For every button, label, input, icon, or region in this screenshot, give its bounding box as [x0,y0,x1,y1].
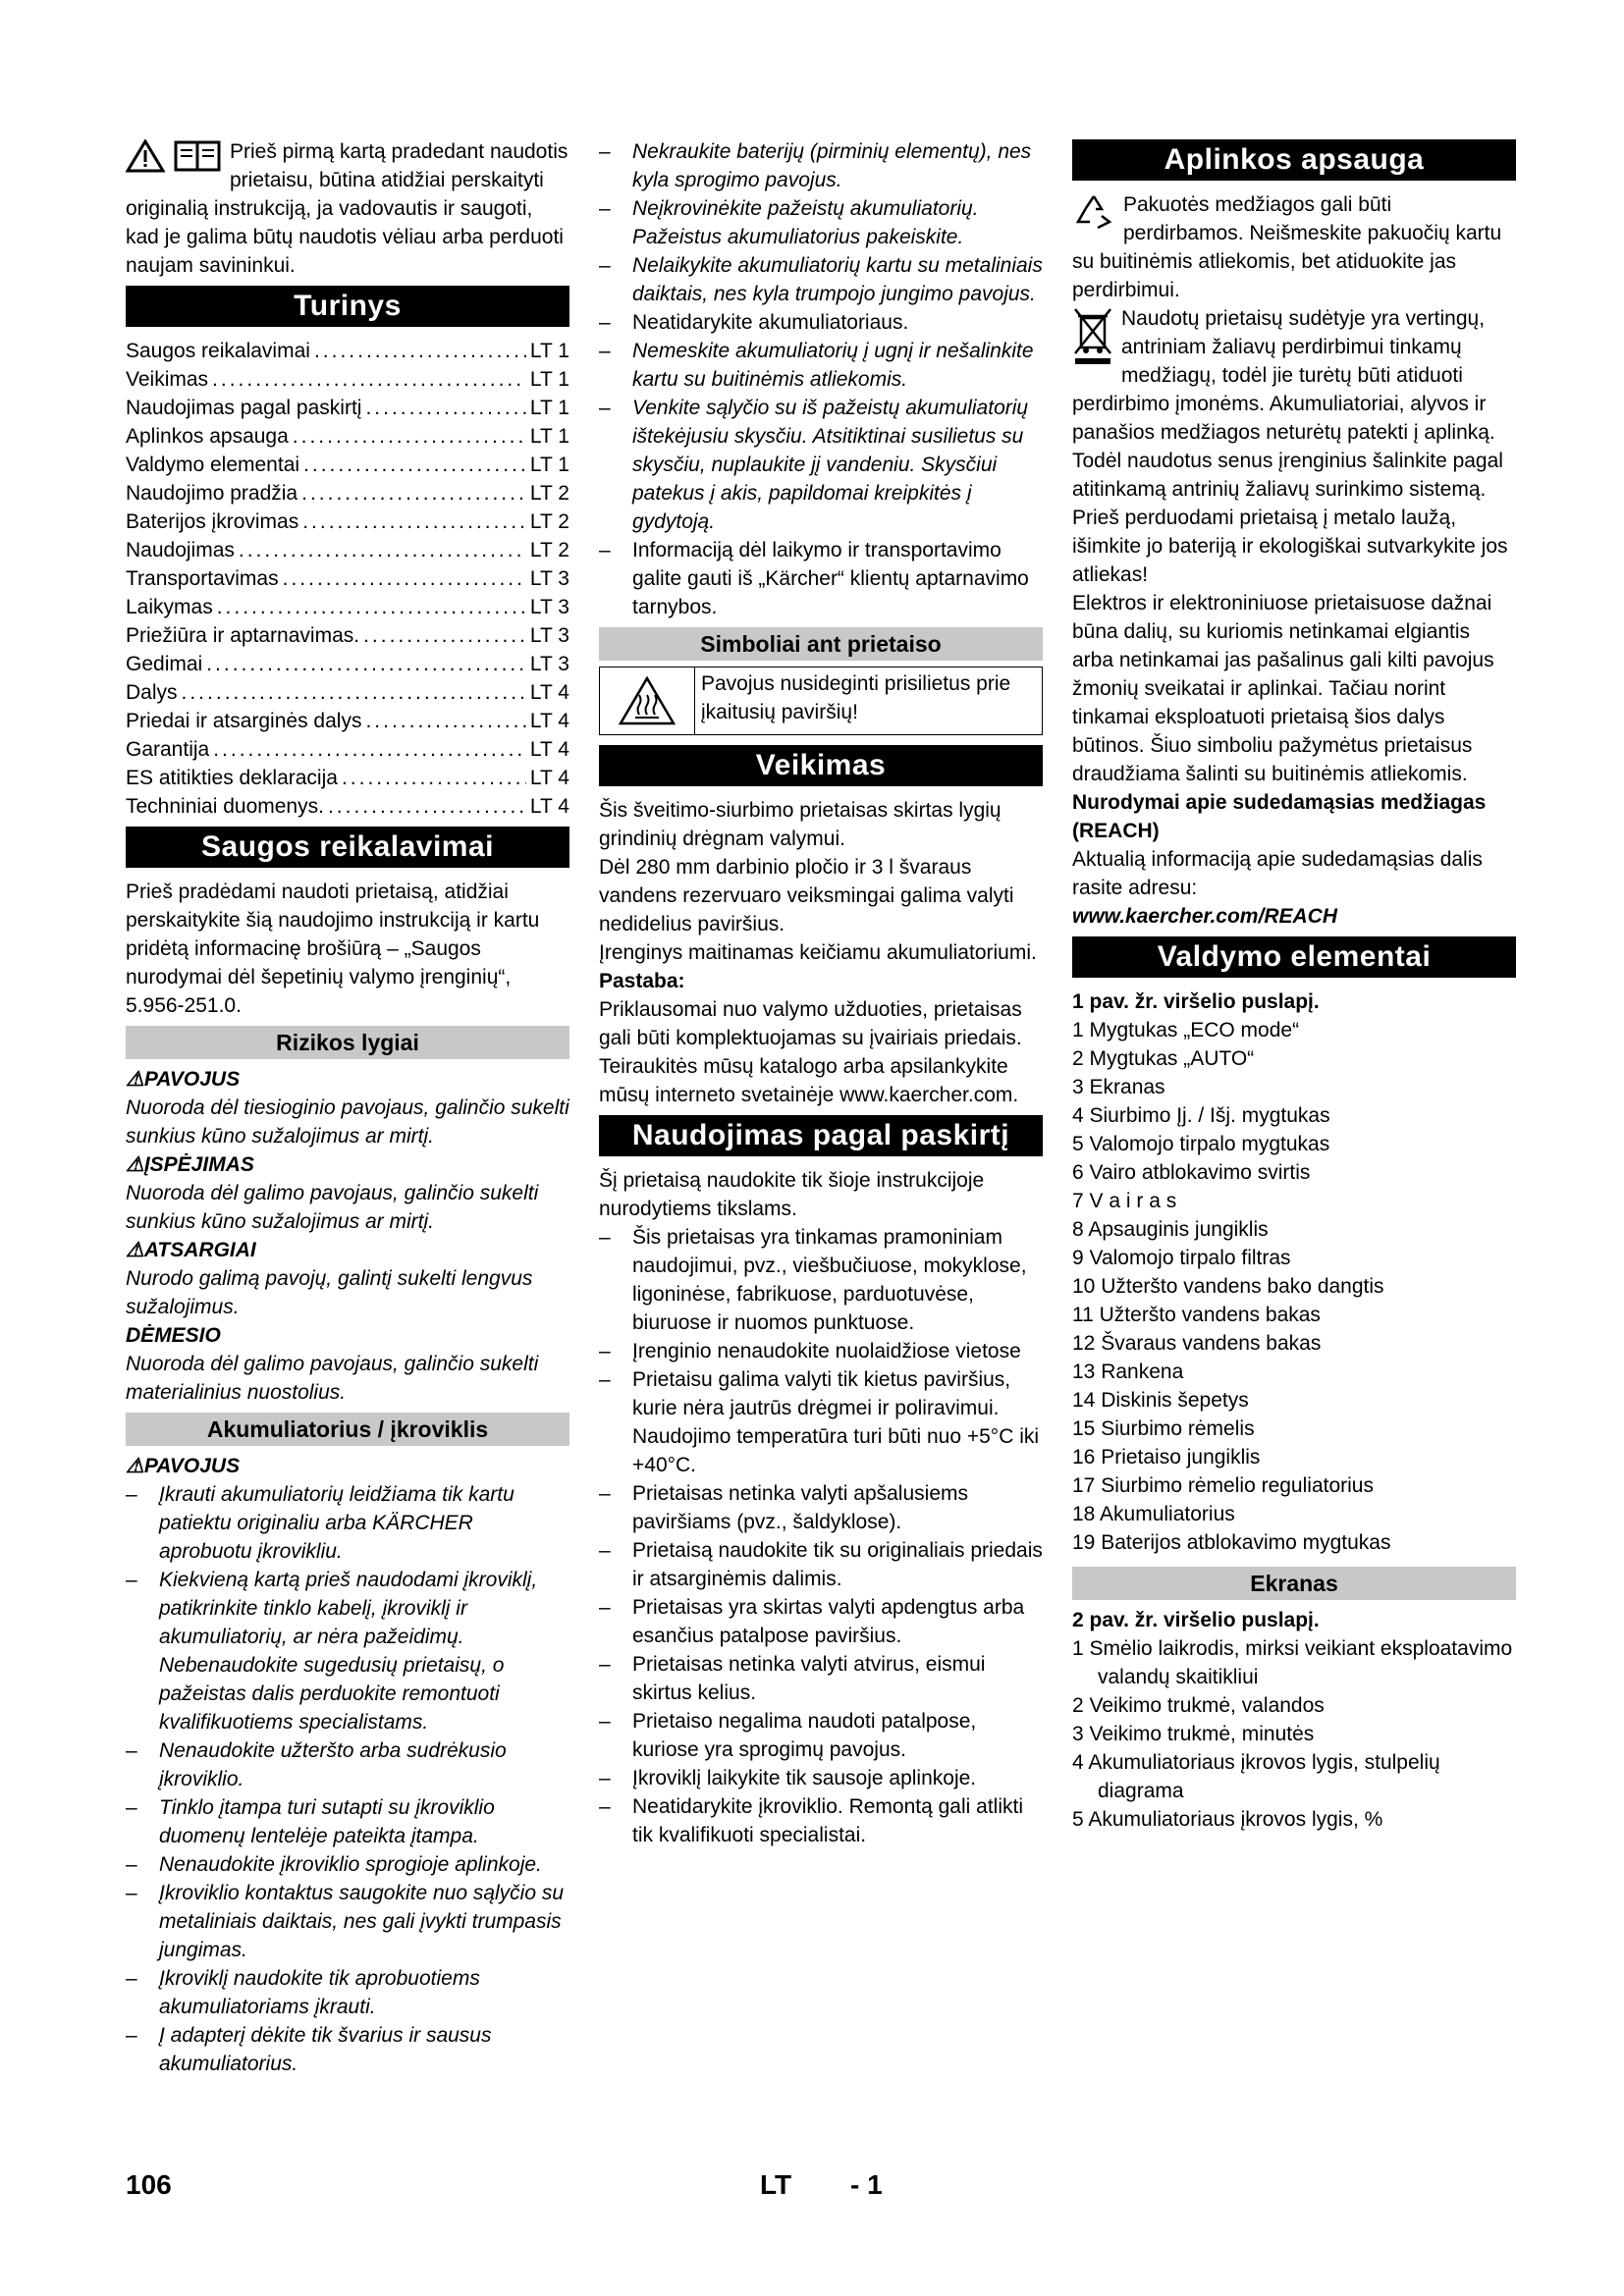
list-item-text: Įkroviklį laikykite tik sausoje aplinkoje. [632,1767,977,1789]
toc-leader-dots [365,394,525,422]
list-dash: – [599,1710,611,1733]
toc-item[interactable] [126,507,569,536]
toc-item-label: Saugos reikalavimai [126,340,310,362]
toc-item-page: LT 3 [529,596,569,618]
list-dash: – [126,1739,137,1762]
risk-level-label [126,1150,569,1179]
list-item [599,1707,1043,1764]
list-item-text: Įkroviklio kontaktus saugokite nuo sąlyčio su metaliniais daiktais, nes gali įvykti trumpasis jungimas. [159,1882,565,1961]
list-dash: – [126,1483,137,1506]
warning-triangle-icon [126,139,165,181]
toc-item[interactable] [126,650,569,678]
list-item [126,1480,569,1566]
list-item [126,1850,569,1879]
risk-level-description: Nurodo galimą pavojų, galintį sukelti lengvus sužalojimus. [126,1267,533,1318]
toc-item-label: Naudojimo pradžia [126,482,298,505]
list-dash: – [599,1653,611,1676]
toc-item[interactable] [126,394,569,422]
operation-note-label: Pastaba: [599,970,685,992]
display-figure-ref: 2 pav. žr. viršelio puslapį. [1072,1609,1320,1631]
column-right [1072,137,1516,1834]
list-item [599,1223,1043,1337]
safety-title: Saugos reikalavimai [126,827,569,868]
toc-item[interactable] [126,735,569,764]
toc-list [126,337,569,821]
toc-item[interactable] [126,451,569,479]
page-number: 106 [126,2169,172,2200]
toc-item-page: LT 1 [529,454,569,476]
hot-surface-warning-icon [600,667,695,734]
intro-block [126,137,569,280]
list-item-text: Įkroviklį naudokite tik aprobuotiems akumuliatoriams įkrauti. [159,1967,480,2018]
display-item: 4 Akumuliatoriaus įkrovos lygis, stulpelių diagrama [1072,1751,1440,1802]
control-item: 1 Mygtukas „ECO mode“ [1072,1019,1300,1041]
toc-title: Turinys [126,286,569,327]
environment-weee-block [1072,304,1516,504]
list-item [599,1536,1043,1593]
list-dash: – [599,197,611,220]
list-dash: – [126,1796,137,1819]
toc-leader-dots [302,507,526,536]
toc-item-page: LT 2 [529,510,569,533]
intro-text: Prieš pirmą kartą pradedant naudotis prietaisu, būtina atidžiai perskaityti originalią instrukciją, ja vadovautis ir saugoti, kad je galima būtų naudotis vėliau arba perduoti naujam savininkui. [126,140,568,277]
toc-item-page: LT 4 [529,738,569,761]
toc-item[interactable] [126,764,569,792]
risk-level-name: PAVOJUS [143,1068,241,1091]
operation-p2: Dėl 280 mm darbinio pločio ir 3 l švaraus vandens rezervuaro veiksmingai galima valyti nedidelius paviršius. [599,856,1014,935]
control-item: 14 Diskinis šepetys [1072,1389,1249,1412]
toc-item[interactable] [126,621,569,650]
list-item-text: Šis prietaisas yra tinkamas pramoniniam naudojimui, pvz., viešbučiuose, mokyklose, ligoninėse, fabrikuose, parduotuvėse, biuruose ir nuomos punktuose. [632,1226,1027,1334]
list-dash: – [599,1368,611,1391]
list-item-text: Nenaudokite užteršto arba sudrėkusio įkroviklio. [159,1739,507,1790]
list-item [126,1879,569,1964]
control-item: 9 Valomojo tirpalo filtras [1072,1247,1291,1269]
toc-leader-dots [365,707,525,735]
list-item [599,1422,1043,1479]
list-item-text: Prietaisas yra skirtas valyti apdengtus arba esančius patalpose paviršius. [632,1596,1025,1647]
column-middle [599,137,1043,1849]
safety-text: Prieš pradėdami naudoti prietaisą, atidžiai perskaitykite šią naudojimo instrukciją ir kartu pridėtą informacinę brošiūrą – „Saugos nurodymai dėl šepetinių valymo įrenginių“, 5.956-251.0. [126,881,540,1017]
list-item-text: Prietaisas netinka valyti apšalusiems paviršiams (pvz., šaldyklose). [632,1482,968,1533]
toc-item[interactable] [126,792,569,821]
environment-title: Aplinkos apsauga [1072,139,1516,181]
reach-link[interactable]: www.kaercher.com/REACH [1072,905,1337,928]
toc-item[interactable] [126,365,569,394]
toc-item-page: LT 1 [529,340,569,362]
controls-figure-ref: 1 pav. žr. viršelio puslapį. [1072,990,1320,1013]
battery-items [126,1480,569,2078]
list-dash: – [599,1539,611,1562]
toc-leader-dots [206,650,526,678]
list-item [599,308,1043,337]
list-item-text: Naudojimo temperatūra turi būti nuo +5°C iki +40°C. [632,1425,1040,1476]
list-dash: – [599,1795,611,1818]
toc-leader-dots [212,365,526,394]
symbols-box [599,667,1043,735]
toc-leader-dots [239,536,526,564]
list-item [599,137,1043,194]
list-item-text: Į adapterį dėkite tik švarius ir sausus akumuliatorius. [159,2024,492,2075]
list-dash: – [599,1596,611,1619]
control-item: 2 Mygtukas „AUTO“ [1072,1047,1255,1070]
toc-item-page: LT 2 [529,482,569,505]
control-item: 4 Siurbimo Įj. / Išj. mygtukas [1072,1104,1330,1127]
list-dash: – [599,140,611,163]
warning-small-icon: ⚠ [126,1153,144,1176]
display-item: 5 Akumuliatoriaus įkrovos lygis, % [1072,1808,1383,1831]
toc-item-page: LT 2 [529,539,569,561]
control-item: 7 V a i r a s [1072,1190,1177,1212]
toc-leader-dots [363,621,526,650]
list-item [599,1365,1043,1422]
intended-use-items [599,1223,1043,1849]
list-dash: – [126,1882,137,1904]
list-item-text: Kiekvieną kartą prieš naudodami įkroviklį, patikrinkite tinklo kabelį, įkroviklį ir akumuliatorių, ar nėra pažeidimų. Nebenaudokite sugedusių prietaisų, o pažeistas dalis perduokite remontuoti kvalifikuotiems specialistams. [159,1569,538,1734]
toc-item-page: LT 4 [529,710,569,732]
toc-item-page: LT 3 [529,653,569,675]
toc-item[interactable] [126,479,569,507]
list-dash: – [126,1853,137,1876]
list-item [599,1764,1043,1792]
list-dash: – [599,1226,611,1249]
list-item-text: Informaciją dėl laikymo ir transportavimo galite gauti iš „Kärcher“ klientų aptarnavimo tarnybos. [632,539,1029,618]
toc-item-label: Baterijos įkrovimas [126,510,299,533]
list-item [599,536,1043,621]
list-item [599,194,1043,251]
toc-leader-dots [328,792,526,821]
control-item: 11 Užteršto vandens bakas [1072,1304,1321,1326]
risk-level-name: ATSARGIAI [143,1239,256,1261]
toc-item-page: LT 4 [529,795,569,818]
list-item [126,1964,569,2021]
toc-item-label: Gedimai [126,653,203,675]
list-item-text: Nekraukite baterijų (pirminių elementų), nes kyla sprogimo pavojus. [632,140,1032,191]
warning-small-icon: ⚠ [126,1068,144,1091]
toc-leader-dots [213,735,526,764]
toc-item-label: Naudojimas pagal paskirtį [126,397,362,419]
list-item [599,337,1043,394]
control-item: 18 Akumuliatorius [1072,1503,1235,1525]
control-item: 10 Užteršto vandens bako dangtis [1072,1275,1384,1298]
list-dash: – [126,2024,137,2047]
reach-text: Aktualią informaciją apie sudedamąsias dalis rasite adresu: [1072,848,1483,899]
list-item-text: Neatidarykite akumuliatoriaus. [632,311,909,334]
list-item-text: Prietaisu galima valyti tik kietus paviršius, kurie nėra jautrūs drėgmei ir poliravimui. [632,1368,1011,1419]
list-item [599,394,1043,536]
control-item: 6 Vairo atblokavimo svirtis [1072,1161,1311,1184]
list-item-text: Tinklo įtampa turi sutapti su įkroviklio duomenų lentelėje pateikta įtampa. [159,1796,495,1847]
list-dash: – [599,254,611,277]
toc-item-page: LT 1 [529,368,569,391]
list-item-text: Venkite sąlyčio su iš pažeistų akumuliatorių ištekėjusiu skysčiu. Atsitiktinai susilietus su skysčiu, nuplaukite jį vandeniu. Skysčiui patekus į akis, papildomai kreipkitės į gydytoją. [632,397,1029,533]
toc-item-label: Valdymo elementai [126,454,300,476]
crossed-bin-icon [1072,306,1113,373]
list-item [126,1566,569,1736]
list-item-text: Įrenginio nenaudokite nuolaidžiose vietose [632,1340,1021,1362]
environment-p2: Naudotų prietaisų sudėtyje yra vertingų, antriniam žaliavų perdirbimui tinkamų medžiagų, todėl jie turėtų būti atiduoti perdirbimo įmonėms. Akumuliatoriai, alyvos ir panašios medžiagos neturėtų patekti į aplinką. Todėl naudotus senus įrenginius šalinkite pagal atitinkamą antrinių žaliavų surinkimo sistemą. [1072,307,1503,501]
recycle-icon [1072,192,1115,240]
list-item-text: Prietaiso negalima naudoti patalpose, kuriose yra sprogimų pavojus. [632,1710,977,1761]
display-list [1072,1634,1516,1834]
toc-item[interactable] [126,422,569,451]
list-dash: – [126,1967,137,1990]
list-item [599,1593,1043,1650]
symbols-title: Simboliai ant prietaiso [599,627,1043,661]
list-item [126,1736,569,1793]
control-item: 5 Valomojo tirpalo mygtukas [1072,1133,1330,1155]
toc-leader-dots [303,451,526,479]
list-item [599,1479,1043,1536]
toc-item-page: LT 4 [529,681,569,704]
list-item-text: Neįkrovinėkite pažeistų akumuliatorių. Pažeistus akumuliatorius pakeiskite. [632,197,979,248]
display-item: 2 Veikimo trukmė, valandos [1072,1694,1325,1717]
toc-leader-dots [217,593,526,621]
battery-charger-title: Akumuliatorius / įkroviklis [126,1413,569,1446]
list-dash: – [599,1340,611,1362]
warning-small-icon: ⚠ [126,1455,144,1477]
warning-small-icon: ⚠ [126,1239,144,1261]
toc-item[interactable] [126,337,569,365]
toc-leader-dots [314,337,526,365]
toc-leader-dots [283,564,526,593]
risk-level-name: ĮSPĖJIMAS [143,1153,254,1176]
toc-item-page: LT 4 [529,767,569,789]
control-item: 17 Siurbimo rėmelio reguliatorius [1072,1474,1374,1497]
operation-p1: Šis šveitimo-siurbimo prietaisas skirtas lygių grindinių drėgnam valymui. [599,799,1001,850]
toc-item-label: Transportavimas [126,567,279,590]
intended-use-title: Naudojimas pagal paskirtį [599,1115,1043,1156]
toc-item[interactable] [126,564,569,593]
toc-item-label: Naudojimas [126,539,235,561]
display-title: Ekranas [1072,1567,1516,1600]
battery-items-continued [599,137,1043,621]
toc-item-label: Priedai ir atsarginės dalys [126,710,362,732]
list-item-text: Neatidarykite įkroviklio. Remontą gali atlikti tik kvalifikuoti specialistai. [632,1795,1023,1846]
list-item [126,2021,569,2078]
operation-note: Priklausomai nuo valymo užduoties, prietaisas gali būti komplektuojamas su įvairiais priedais. [599,998,1022,1049]
toc-item-label: Dalys [126,681,178,704]
footer-language: LT [760,2169,792,2200]
list-item-text: Nemeskite akumuliatorių į ugnį ir nešalinkite kartu su buitinėmis atliekomis. [632,340,1034,391]
intended-use-intro: Šį prietaisą naudokite tik šioje instrukcijoje nurodytiems tikslams. [599,1169,985,1220]
toc-item-label: Laikymas [126,596,213,618]
list-item-text: Prietaisas netinka valyti atvirus, eismui skirtus kelius. [632,1653,986,1704]
list-dash: – [599,397,611,419]
toc-item-label: Priežiūra ir aptarnavimas. [126,624,360,647]
reach-title: Nurodymai apie sudedamąsias medžiagas (REACH) [1072,791,1487,842]
list-item [599,1650,1043,1707]
operation-title: Veikimas [599,745,1043,786]
toc-leader-dots [293,422,526,451]
risk-level-label [126,1321,569,1350]
symbols-text: Pavojus nusideginti prisilietus prie įkaitusių paviršių! [701,672,1011,723]
toc-leader-dots [301,479,526,507]
control-item: 16 Prietaiso jungiklis [1072,1446,1261,1468]
risk-level-label [126,1065,569,1094]
list-item-text: Nenaudokite įkroviklio sprogioje aplinkoje. [159,1853,542,1876]
toc-item[interactable] [126,678,569,707]
risk-level-description: Nuoroda dėl tiesioginio pavojaus, galinčio sukelti sunkius kūno sužalojimus ar mirtį. [126,1096,569,1148]
list-item [126,1793,569,1850]
display-item: 3 Veikimo trukmė, minutės [1072,1723,1315,1745]
list-item [599,1792,1043,1849]
toc-item-label: Veikimas [126,368,209,391]
controls-list [1072,1016,1516,1557]
list-dash: – [126,1569,137,1591]
control-item: 12 Švaraus vandens bakas [1072,1332,1322,1355]
display-item: 1 Smėlio laikrodis, mirksi veikiant eksploatavimo valandų skaitikliui [1072,1637,1513,1688]
list-item-text: Įkrauti akumuliatorių leidžiama tik kartu patiektu originaliu arba KÄRCHER aprobuotu įkrovikliu. [159,1483,514,1563]
list-item-text: Nelaikykite akumuliatorių kartu su metaliniais daiktais, nes kyla trumpojo jungimo pavojus. [632,254,1043,305]
risk-level-description: Nuoroda dėl galimo pavojaus, galinčio sukelti materialinius nuostolius. [126,1353,539,1404]
toc-item-label: Aplinkos apsauga [126,425,289,448]
control-item: 19 Baterijos atblokavimo mygtukas [1072,1531,1391,1554]
operation-p3: Įrenginys maitinamas keičiamu akumuliatoriumi. [599,941,1037,964]
risk-levels-title: Rizikos lygiai [126,1026,569,1059]
risk-level-name: DĖMESIO [126,1324,221,1347]
toc-item-page: LT 1 [529,425,569,448]
control-item: 3 Ekranas [1072,1076,1165,1098]
environment-recycle-block [1072,190,1516,304]
control-item: 13 Rankena [1072,1361,1184,1383]
operation-p4: Teiraukitės mūsų katalogo arba apsilankykite mūsų interneto svetainėje www.kaercher.com. [599,1055,1019,1106]
toc-leader-dots [342,764,526,792]
list-dash: – [599,1482,611,1505]
column-left [126,137,569,2078]
list-item [599,251,1043,308]
toc-item[interactable] [126,707,569,735]
toc-item-page: LT 3 [529,624,569,647]
controls-title: Valdymo elementai [1072,936,1516,978]
risk-levels [126,1065,569,1407]
list-dash: – [599,311,611,334]
environment-p3: Prieš perduodami prietaisą į metalo laužą, išimkite jo bateriją ir ekologiškai sutvarkykite jos atliekas! [1072,507,1508,586]
risk-level-label [126,1236,569,1264]
toc-item-label: Techniniai duomenys. [126,795,324,818]
control-item: 8 Apsauginis jungiklis [1072,1218,1269,1241]
footer-page-ref: - 1 [850,2169,883,2200]
toc-item-label: Garantija [126,738,210,761]
list-item [599,1337,1043,1365]
battery-danger-label: ⚠PAVOJUS [126,1455,241,1477]
environment-p1: Pakuotės medžiagos gali būti perdirbamos. Neišmeskite pakuočių kartu su buitinėmis atliekomis, bet atiduokite jas perdirbimui. [1072,193,1502,301]
list-item-text: Prietaisą naudokite tik su originaliais priedais ir atsarginėmis dalimis. [632,1539,1043,1590]
toc-item[interactable] [126,593,569,621]
toc-item-label: ES atitikties deklaracija [126,767,338,789]
toc-item-page: LT 1 [529,397,569,419]
toc-item-page: LT 3 [529,567,569,590]
toc-leader-dots [182,678,526,707]
control-item: 15 Siurbimo rėmelis [1072,1417,1255,1440]
toc-item[interactable] [126,536,569,564]
environment-p4: Elektros ir elektroniniuose prietaisuose dažnai būna dalių, su kuriomis netinkamai elgiantis arba netinkamai jas pašalinus gali kilti pavojus žmonių sveikatai ir aplinkai. Tačiau norint tinkamai eksploatuoti prietaisą šios dalys būtinos. Šiuo simboliu pažymėtus prietaisus draudžiama šalinti su buitinėmis atliekomis. [1072,592,1494,785]
manual-book-icon [173,139,222,181]
list-dash: – [599,1767,611,1789]
risk-level-description: Nuoroda dėl galimo pavojaus, galinčio sukelti sunkius kūno sužalojimus ar mirtį. [126,1182,539,1233]
list-dash: – [599,340,611,362]
list-dash: – [599,539,611,561]
